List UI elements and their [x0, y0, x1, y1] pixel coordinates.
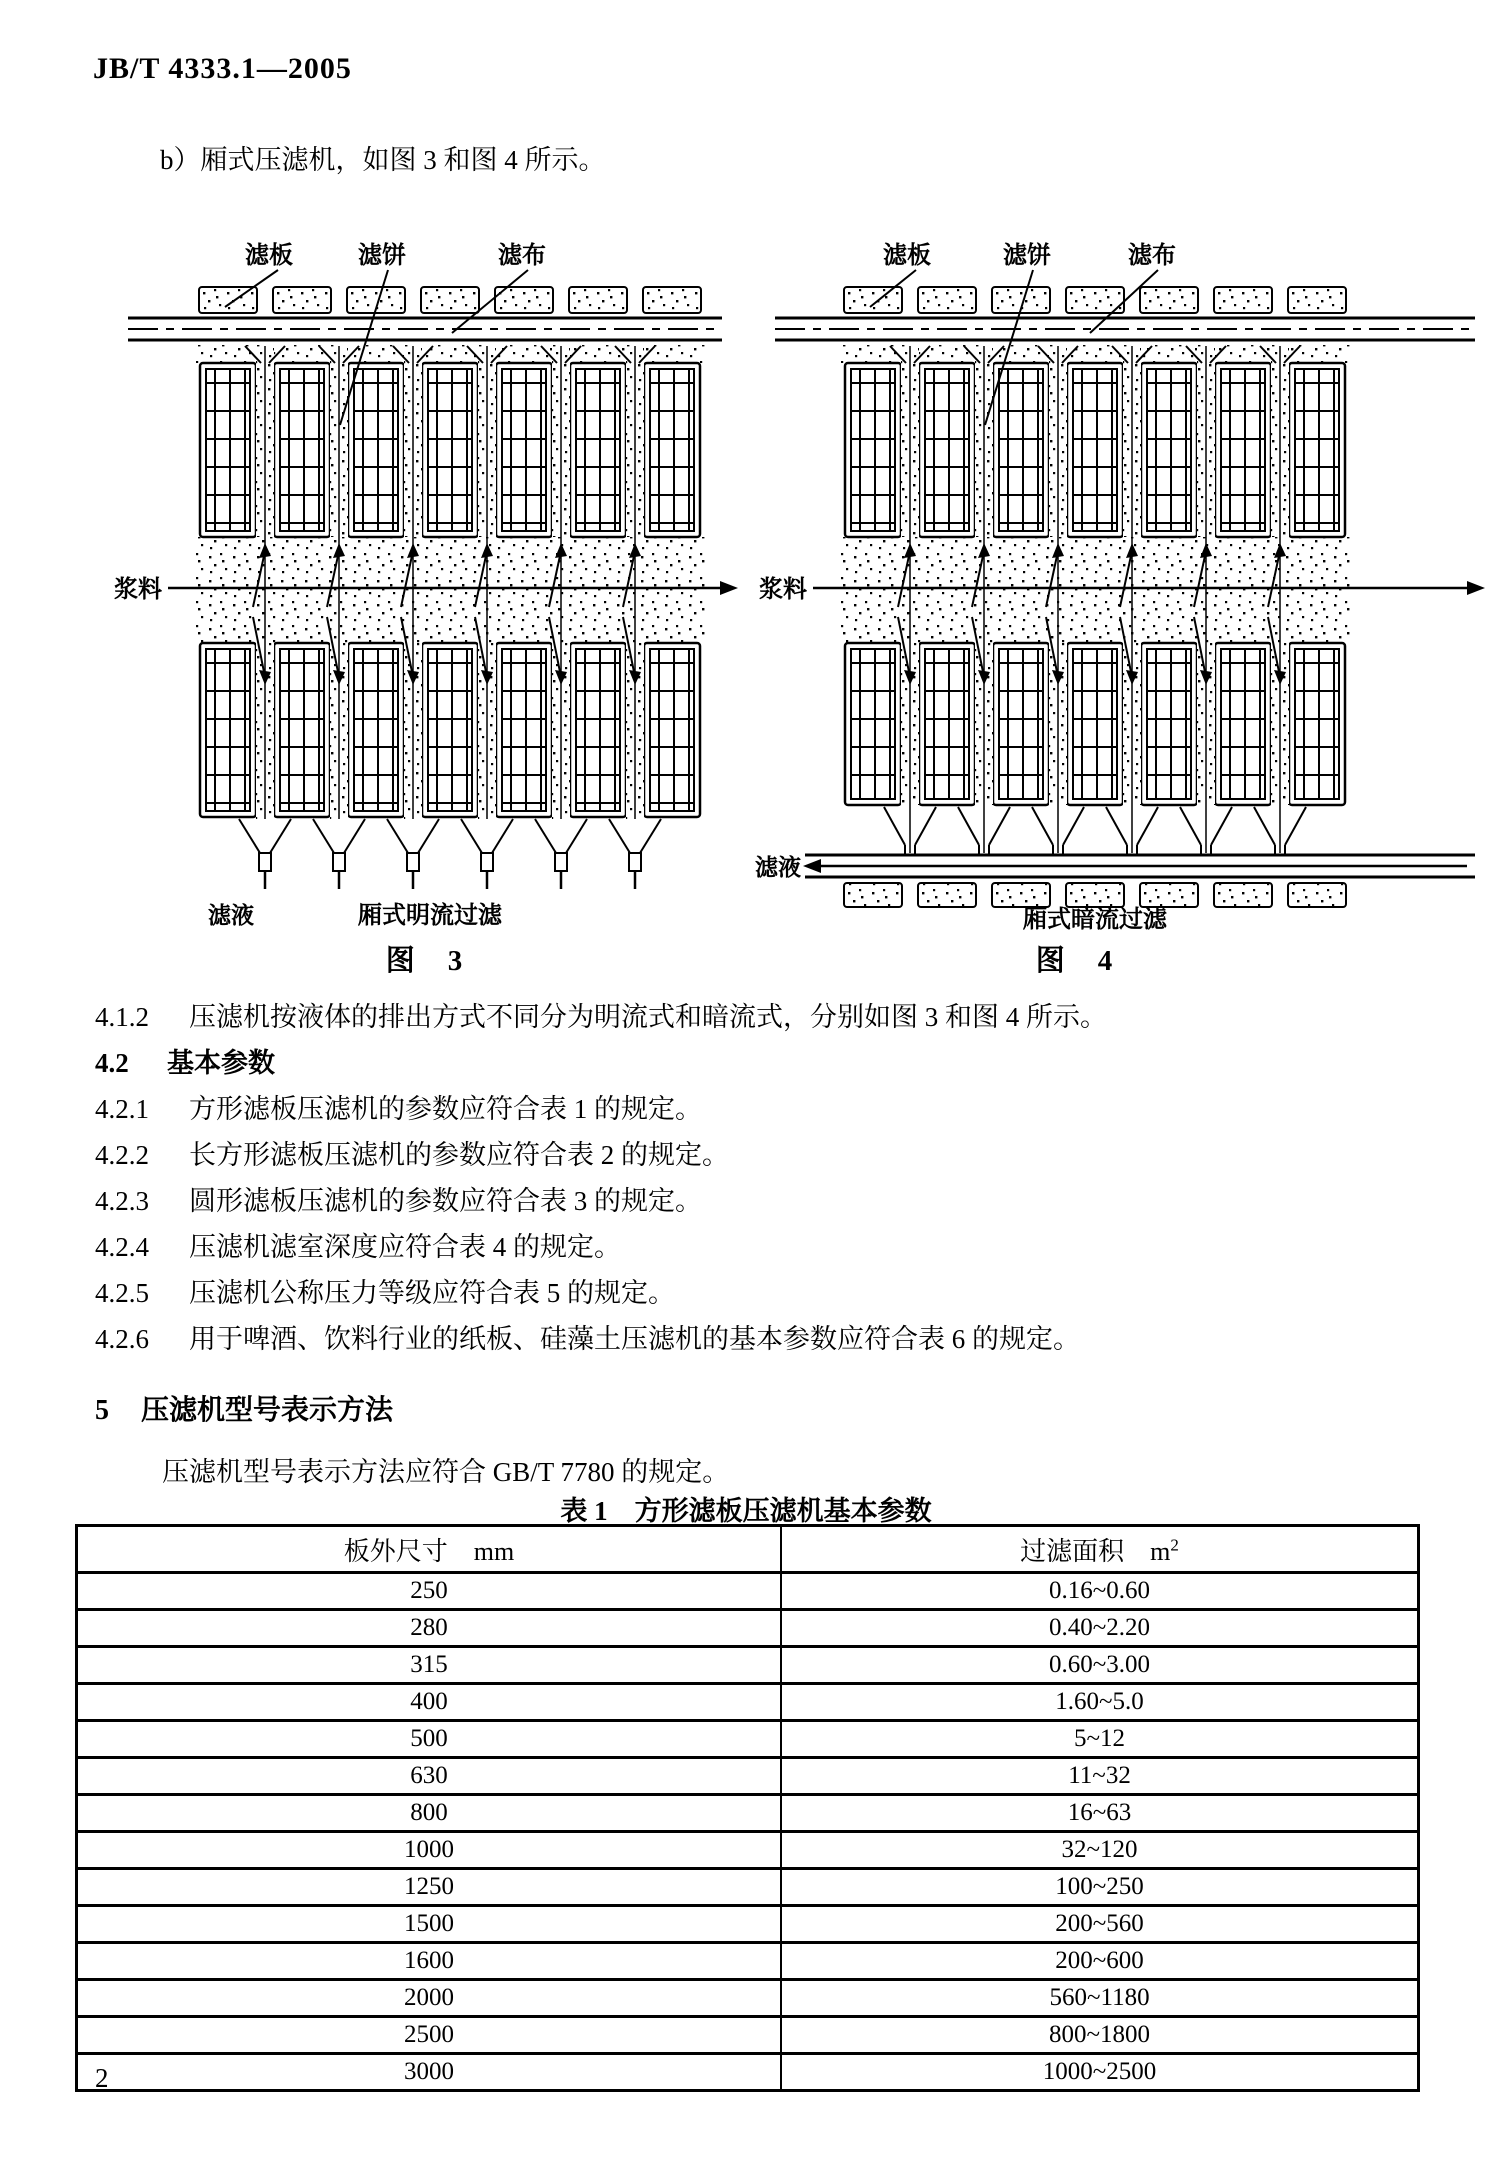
table-row: 1000 32~120 — [77, 1832, 1419, 1869]
table-row: 2500 800~1800 — [77, 2017, 1419, 2054]
table-row: 630 11~32 — [77, 1758, 1419, 1795]
fig4-label-plate: 滤板 — [883, 243, 931, 269]
para-4-2-5 — [95, 1271, 675, 1310]
fig3-label-plate: 滤板 — [245, 243, 293, 269]
fig3-label-type: 厢式明流过滤 — [358, 903, 502, 929]
table-row: 2000 560~1180 — [77, 1980, 1419, 2017]
table-row: 1600 200~600 — [77, 1943, 1419, 1980]
para-number: 4.2.1 — [95, 1094, 149, 1124]
page-number: 2 — [95, 2063, 109, 2093]
para-4-2-4 — [95, 1225, 621, 1264]
fig4-label-slurry: 浆料 — [759, 577, 807, 603]
table-row: 1500 200~560 — [77, 1906, 1419, 1943]
para-number: 4.2.4 — [95, 1232, 149, 1262]
fig3-label-slurry: 浆料 — [114, 577, 162, 603]
table-row: 315 0.60~3.00 — [77, 1647, 1419, 1684]
fig3-slurry-arrowhead — [720, 581, 738, 595]
table-row: 500 5~12 — [77, 1721, 1419, 1758]
section5-title: 压滤机型号表示方法 — [141, 1395, 394, 1426]
table-row: 3000 1000~2500 — [77, 2054, 1419, 2091]
figure4-svg — [755, 215, 1490, 930]
para-4-2-6 — [95, 1317, 1080, 1356]
table1 — [75, 1524, 1420, 2092]
para-number: 4.2.3 — [95, 1186, 149, 1216]
para-text: 方形滤板压滤机的参数应符合表 1 的规定。 — [189, 1094, 702, 1124]
fig3-label-filtrate: 滤液 — [208, 903, 254, 928]
para-4-2-3 — [95, 1179, 702, 1218]
fig4-filtrate-arrowhead — [803, 859, 821, 873]
para-text: 长方形滤板压滤机的参数应符合表 2 的规定。 — [189, 1140, 729, 1170]
table1-col1-header: 板外尺寸 mm — [77, 1526, 782, 1573]
figure3-svg — [110, 215, 740, 930]
para-4-1-2 — [95, 995, 1107, 1034]
intro-line: b）厢式压滤机，如图 3 和图 4 所示。 — [160, 145, 606, 175]
para-4-2-1 — [95, 1087, 702, 1126]
para-number: 4.1.2 — [95, 1002, 149, 1032]
table-row: 800 16~63 — [77, 1795, 1419, 1832]
table1-header-row — [77, 1526, 1419, 1573]
fig4-label-filtrate: 滤液 — [755, 855, 801, 880]
fig4-slurry-band — [840, 537, 1350, 643]
para-4-2 — [95, 1041, 275, 1080]
fig4-label-cake: 滤饼 — [1003, 243, 1051, 269]
para-number: 4.2.6 — [95, 1324, 149, 1354]
doc-code: JB/T 4333.1—2005 — [93, 52, 352, 85]
section5-heading — [95, 1388, 393, 1428]
fig4-slurry-arrowhead — [1467, 581, 1485, 595]
table-row: 280 0.40~2.20 — [77, 1610, 1419, 1647]
section5-number: 5 — [95, 1395, 109, 1426]
para-text: 用于啤酒、饮料行业的纸板、硅藻土压滤机的基本参数应符合表 6 的规定。 — [189, 1324, 1080, 1354]
fig3-label-cake: 滤饼 — [358, 243, 406, 269]
para-text: 圆形滤板压滤机的参数应符合表 3 的规定。 — [189, 1186, 702, 1216]
figure4-diagram — [755, 215, 1490, 930]
fig3-label-cloth: 滤布 — [498, 243, 546, 269]
para-text: 压滤机公称压力等级应符合表 5 的规定。 — [189, 1278, 675, 1308]
figure3-diagram — [110, 215, 740, 930]
para-number: 4.2.5 — [95, 1278, 149, 1308]
table1-caption: 表 1 方形滤板压滤机基本参数 — [560, 1496, 932, 1526]
para-text: 压滤机滤室深度应符合表 4 的规定。 — [189, 1232, 621, 1262]
para-number: 4.2.2 — [95, 1140, 149, 1170]
fig3-slurry-band — [195, 537, 705, 643]
figure4-caption: 图 4 — [1035, 945, 1115, 977]
table-row: 400 1.60~5.0 — [77, 1684, 1419, 1721]
table1-col2-header: 过滤面积 $m^2$ — [781, 1526, 1418, 1573]
table-row: 1250 100~250 — [77, 1869, 1419, 1906]
para-4-2-2 — [95, 1133, 729, 1172]
para-text: 基本参数 — [167, 1048, 275, 1078]
figure3-caption: 图 3 — [385, 945, 465, 977]
table-row: 250 0.16~0.60 — [77, 1573, 1419, 1610]
fig4-label-type: 厢式暗流过滤 — [1023, 907, 1167, 930]
para-number: 4.2 — [95, 1048, 129, 1078]
section5-body: 压滤机型号表示方法应符合 GB/T 7780 的规定。 — [162, 1457, 730, 1487]
fig4-label-cloth: 滤布 — [1128, 243, 1176, 269]
para-text: 压滤机按液体的排出方式不同分为明流式和暗流式，分别如图 3 和图 4 所示。 — [189, 1002, 1107, 1032]
